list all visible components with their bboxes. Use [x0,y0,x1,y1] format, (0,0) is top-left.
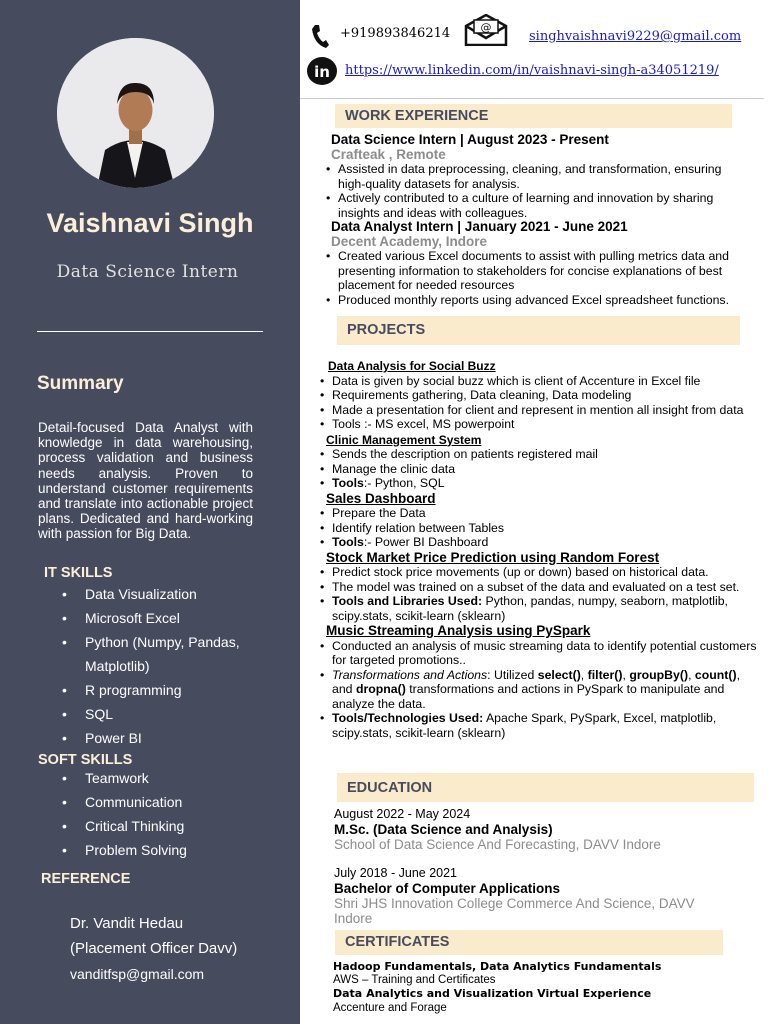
list-item: • Python (Numpy, Pandas, [62,630,240,654]
list-item: • Tools/Technologies Used: Apache Spark, PySpark, Excel, matplotlib, scipy.stats, scikit-learn (sklearn) [326,711,762,740]
profile-role: Data Science Intern [56,262,239,282]
work-experience-section [326,133,746,307]
email-link[interactable]: singhvaishnavi9229@gmail.com [529,29,742,44]
certificate-title: Hadoop Fundamentals, Data Analytics Fundamentals [333,960,662,973]
list-item: • Power BI [62,726,240,750]
summary-text: Detail-focused Data Analyst with knowledge in data warehousing, process validation and business needs analysis. Proven to understand customer requirements and translate into actionable project plans. Dedicated and hard-working with passion for Big Data. [38,420,253,542]
email-envelope-icon [464,14,508,51]
list-item: • Tools:- Python, SQL [326,476,762,491]
profile-photo [57,38,214,188]
list-item: • Microsoft Excel [62,606,240,630]
certificate-title: Data Analytics and Visualization Virtual Experience [333,987,652,1001]
list-item: • Produced monthly reports using advanced Excel spreadsheet functions. [332,293,746,308]
reference-title: (Placement Officer Davv) [70,940,238,957]
certificate-issuer: Accenture and Forage [333,1001,447,1014]
project-title: Clinic Management System [326,432,482,447]
work-experience-heading: WORK EXPERIENCE [335,104,732,128]
projects-heading: PROJECTS [337,316,740,345]
list-item: • Created various Excel documents to assist with pulling metrics data and presenting information to stakeholders for concise explanations of best placement for needed resources [332,249,746,293]
list-item: • Teamwork [62,766,187,790]
list-item: • Conducted an analysis of music streaming data to identify potential customers for targeted promotions.. [326,639,762,668]
list-item: • Problem Solving [62,838,187,862]
profile-name: Vaishnavi Singh [46,208,254,238]
education-entry [334,866,734,926]
education-degree: M.Sc. (Data Science and Analysis) [334,822,553,837]
header-divider [300,98,764,99]
list-item: • Manage the clinic data [326,462,762,477]
list-item: • Sends the description on patients registered mail [326,447,762,462]
project-title: Sales Dashboard [326,490,436,506]
certificate-issuer: AWS – Training and Certificates [333,974,496,987]
education-degree: Bachelor of Computer Applications [334,881,561,896]
job-company: Crafteak , Remote [331,146,446,162]
list-item: • Data Visualization [62,582,240,606]
certificates-heading: CERTIFICATES [335,930,723,955]
list-item: • Predict stock price movements (up or down) based on historical data. [326,565,762,580]
list-item: • R programming [62,678,240,702]
svg-text:@: @ [480,21,492,34]
reference-email: vanditfsp@gmail.com [70,966,205,982]
sidebar-divider [37,331,263,332]
job-company: Decent Academy, Indore [331,233,488,249]
job-title: Data Science Intern | August 2023 - Present [331,132,609,147]
svg-text:in: in [314,63,330,81]
list-item: • Communication [62,790,187,814]
list-item: • Tools and Libraries Used: Python, pandas, numpy, seaborn, matplotlib, scipy.stats, scikit-learn (sklearn) [326,594,762,623]
list-item: • Requirements gathering, Data cleaning, Data modeling [326,388,762,403]
education-dates: August 2022 - May 2024 [334,807,471,821]
list-item: • Prepare the Data [326,506,762,521]
project-title: Data Analysis for Social Buzz [328,359,496,373]
education-school: Shri JHS Innovation College Commerce And Science, DAVV Indore [334,896,695,926]
it-skills-heading: IT SKILLS [44,565,113,581]
linkedin-link[interactable]: https://www.linkedin.com/in/vaishnavi-singh-a34051219/ [345,63,719,78]
phone-icon [311,24,329,53]
list-item: • Made a presentation for client and represent in mention all insight from data [326,403,762,418]
certificates-section [333,960,661,1015]
education-dates: July 2018 - June 2021 [334,866,458,880]
list-item: • Critical Thinking [62,814,187,838]
project-title: Stock Market Price Prediction using Random Forest [326,549,660,565]
list-item: • The model was trained on a subset of the data and evaluated on a test set. [326,580,762,595]
reference-name: Dr. Vandit Hedau [70,915,184,932]
list-item: • Tools :- MS excel, MS powerpoint [326,417,762,432]
list-item: • Identify relation between Tables [326,521,762,536]
linkedin-icon[interactable] [306,56,338,91]
soft-skills-heading: SOFT SKILLS [38,752,133,768]
reference-heading: REFERENCE [41,871,131,887]
it-skills-list [62,582,240,750]
project-title: Music Streaming Analysis using PySpark [326,623,591,638]
phone-number: +919893846214 [340,26,451,41]
list-item: • Transformations and Actions: Utilized select(), filter(), groupBy(), count(), and dropna() transformations and actions in PySpark to manipulate and analyze the data. [326,668,762,712]
list-item: • SQL [62,702,240,726]
education-school: School of Data Science And Forecasting, DAVV Indore [334,837,661,852]
job-title: Data Analyst Intern | January 2021 - June 2021 [331,219,628,234]
list-item-continued: Matplotlib) [85,658,150,674]
list-item: • Actively contributed to a culture of learning and innovation by sharing insights and ideas with colleagues. [332,191,746,220]
education-heading: EDUCATION [337,773,754,802]
list-item: • Assisted in data preprocessing, cleaning, and transformation, ensuring high-quality datasets for analysis. [332,162,746,191]
projects-section [326,358,762,740]
education-entry [334,807,734,852]
soft-skills-list [62,766,187,862]
summary-heading: Summary [37,373,124,394]
list-item: • Tools:- Power BI Dashboard [326,535,762,550]
sidebar [0,0,300,1024]
list-item: • Data is given by social buzz which is client of Accenture in Excel file [326,374,762,389]
